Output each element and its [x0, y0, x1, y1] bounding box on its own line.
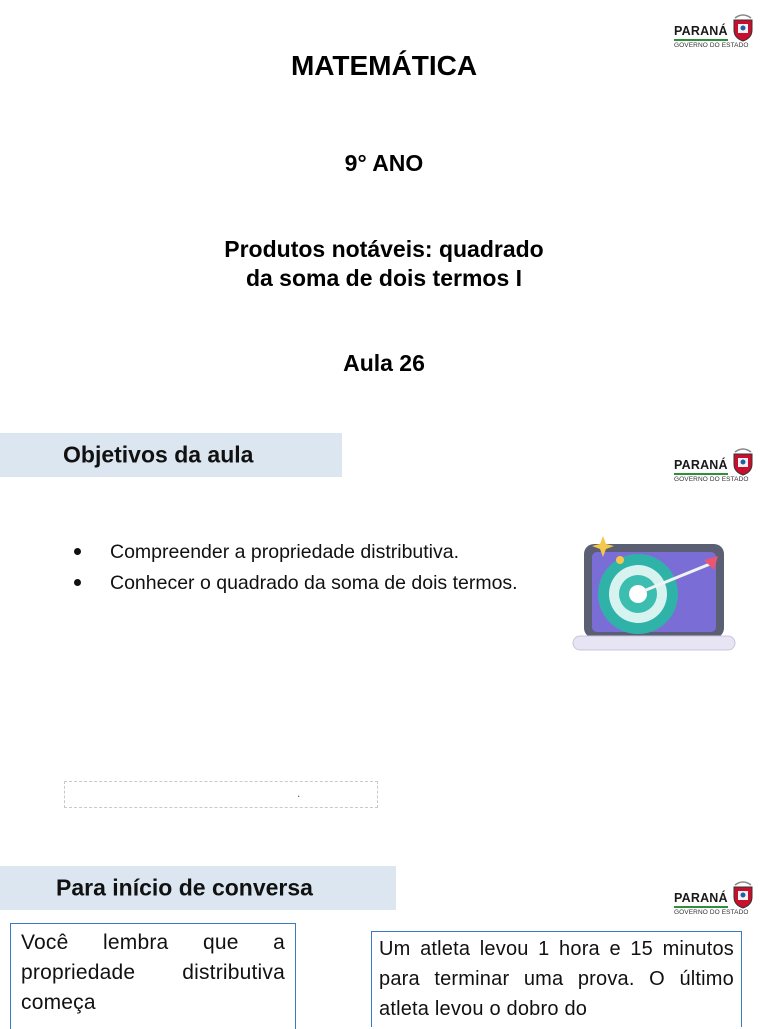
question-text-right: Um atleta levou 1 hora e 15 minutos para terminar uma prova. O último atleta levou o dobro do: [379, 938, 734, 1020]
parana-shield-icon: [730, 12, 756, 42]
topic-line-1: Produtos notáveis: quadrado: [224, 236, 544, 262]
logo-underline: [674, 906, 728, 908]
topic-line-2: da soma de dois termos I: [245, 265, 523, 291]
logo-underline: [674, 39, 728, 41]
grade-label: 9° ANO: [344, 150, 424, 176]
question-text-left: Você lembra que a propriedade distributiva começa: [21, 931, 285, 1014]
parana-logo: [674, 879, 756, 919]
objectives-header-bar: [0, 433, 342, 477]
conversation-header: Para início de conversa: [56, 874, 313, 901]
placeholder-dot: .: [297, 786, 301, 800]
conversation-header-bar: [0, 866, 396, 910]
lesson-topic: [0, 235, 768, 293]
empty-text-placeholder: [64, 781, 378, 808]
logo-subtitle: GOVERNO DO ESTADO: [674, 476, 749, 483]
parana-shield-icon: [730, 446, 756, 476]
subject-title: MATEMÁTICA: [290, 50, 478, 81]
list-item: Compreender a propriedade distributiva.: [64, 537, 554, 568]
objectives-list: [64, 537, 554, 599]
logo-name: PARANÁ: [674, 458, 728, 472]
logo-name: PARANÁ: [674, 891, 728, 905]
question-box-right: [371, 931, 742, 1027]
logo-subtitle: GOVERNO DO ESTADO: [674, 909, 749, 916]
parana-logo: [674, 446, 756, 486]
objectives-list-container: [64, 537, 554, 599]
target-laptop-icon: [570, 532, 740, 657]
parana-logo: [674, 12, 756, 52]
lesson-number: Aula 26: [343, 350, 425, 376]
logo-subtitle: GOVERNO DO ESTADO: [674, 42, 749, 49]
list-item: Conhecer o quadrado da soma de dois termos.: [64, 568, 530, 599]
logo-name: PARANÁ: [674, 24, 728, 38]
parana-shield-icon: [730, 879, 756, 909]
objectives-header: Objetivos da aula: [63, 441, 254, 468]
logo-underline: [674, 473, 728, 475]
question-box-left: [10, 923, 296, 1029]
